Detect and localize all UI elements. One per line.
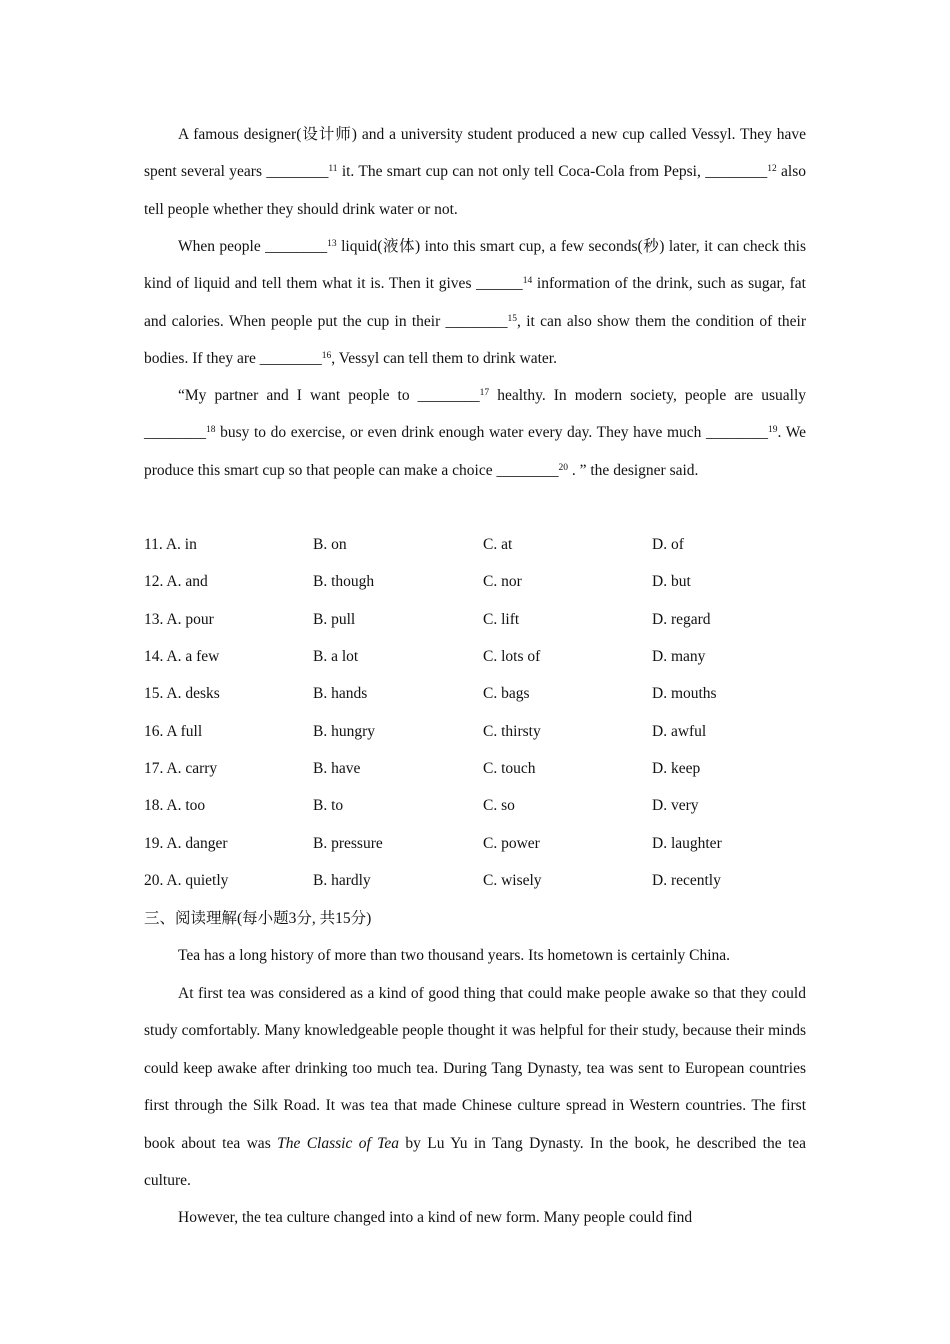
option-b: B. have [313,760,361,778]
option-d: D. but [652,573,691,591]
option-a: 12. A. and [144,573,208,591]
text: , it can also show them the condition of their bodies. If they are ________ [144,312,806,368]
option-c: C. lots of [483,648,541,666]
blank-number-15: 15 [507,313,518,324]
option-a: 16. A full [144,722,203,740]
option-row [144,563,824,600]
option-d: D. laughter [652,834,722,852]
option-c: C. touch [483,760,536,778]
option-d: D. many [652,648,706,666]
text: healthy. In modern society, people are usually ________ [144,387,806,442]
reading-paragraph-1: Tea has a long history of more than two thousand years. Its hometown is certainly China. [178,947,731,964]
option-d: D. regard [652,610,711,628]
text: “My partner and I want people to ________ [178,387,480,404]
option-row [144,526,824,563]
option-c: C. so [483,797,515,815]
option-b: B. pull [313,610,356,628]
option-d: D. mouths [652,685,717,703]
reading-paragraph-3: However, the tea culture changed into a kind of new form. Many people could find [178,1209,693,1226]
option-row [144,638,824,675]
book-title: The Classic of Tea [277,1134,399,1152]
option-row [144,675,824,712]
option-c: C. lift [483,610,520,628]
cloze-paragraph-2 [144,228,806,378]
option-d: D. keep [652,760,701,778]
blank-number-19: 19 [768,425,778,436]
option-d: D. recently [652,872,721,890]
text: . We produce this smart cup so that people can make a choice ________ [144,424,806,479]
option-a: 18. A. too [144,797,206,815]
text: busy to do exercise, or even drink enough water every day. They have much ________ [215,424,769,442]
option-a: 19. A. danger [144,834,228,852]
blank-number-16: 16 [321,351,332,361]
text: also tell people whether they should drink water or not. [144,163,807,218]
option-b: B. though [313,573,375,591]
blank-number-11: 11 [328,164,338,175]
option-d: D. of [652,536,684,553]
option-row [144,787,824,824]
cloze-paragraph-3 [144,377,806,489]
text: When people ________ [178,238,328,255]
option-b: B. on [313,536,347,553]
cloze-paragraph-1 [144,116,806,228]
option-row [144,825,824,862]
text: At first tea was considered as a kind of good thing that could make people awake so that they could study comfortably. Many knowledgeable people thought it was helpful for their study, because their minds could keep awake after drinking too much tea. During Tang Dynasty, tea was sent to European countries first through the Silk Road. It was tea that made Chinese culture spread in Western countries. The first book about tea was [144,985,806,1152]
text: it. The smart cup can not only tell Coca-Cola from Pepsi, ________ [337,163,768,181]
option-b: B. hungry [313,722,375,740]
reading-paragraph-2 [144,975,806,1199]
option-row [144,862,824,899]
option-b: B. hardly [313,872,371,890]
option-a: 14. A. a few [144,648,220,666]
text: information of the drink, such as sugar, fat and calories. When people put the cup in their ________ [144,275,806,330]
option-c: C. at [483,536,513,553]
option-c: C. wisely [483,872,542,890]
option-c: C. power [483,834,540,852]
option-d: D. very [652,797,699,815]
blank-number-13: 13 [327,238,337,249]
option-a: 17. A. carry [144,760,218,778]
option-c: C. thirsty [483,722,541,740]
text: . ” the designer said. [568,461,699,479]
option-c: C. nor [483,573,522,591]
option-a: 13. A. pour [144,610,214,628]
option-a: 15. A. desks [144,685,220,703]
option-a: 20. A. quietly [144,872,229,890]
option-b: B. to [313,797,344,815]
text: A famous designer(设计师) and a university student produced a new cup called Vessyl. They have spent several years ________ [144,126,806,181]
text: , Vessyl can tell them to drink water. [331,350,557,368]
option-row [144,713,824,750]
blank-number-17: 17 [479,387,490,398]
option-row [144,601,824,638]
blank-number-12: 12 [767,164,777,175]
option-b: B. a lot [313,648,359,666]
option-b: B. hands [313,685,368,703]
option-row [144,750,824,787]
blank-number-20: 20 [558,462,568,473]
text: by Lu Yu in Tang Dynasty. In the book, he described the tea culture. [144,1134,807,1190]
option-c: C. bags [483,685,530,703]
blank-number-18: 18 [206,425,216,436]
section-heading: 三、阅读理解(每小题3分, 共15分) [144,910,372,927]
text: liquid(液体) into this smart cup, a few seconds(秒) later, it can check this kind of liquid and tell them what it is. Then it gives ______ [144,238,806,293]
blank-number-14: 14 [522,276,533,287]
option-d: D. awful [652,722,707,740]
option-a: 11. A. in [144,536,197,553]
option-b: B. pressure [313,834,383,852]
